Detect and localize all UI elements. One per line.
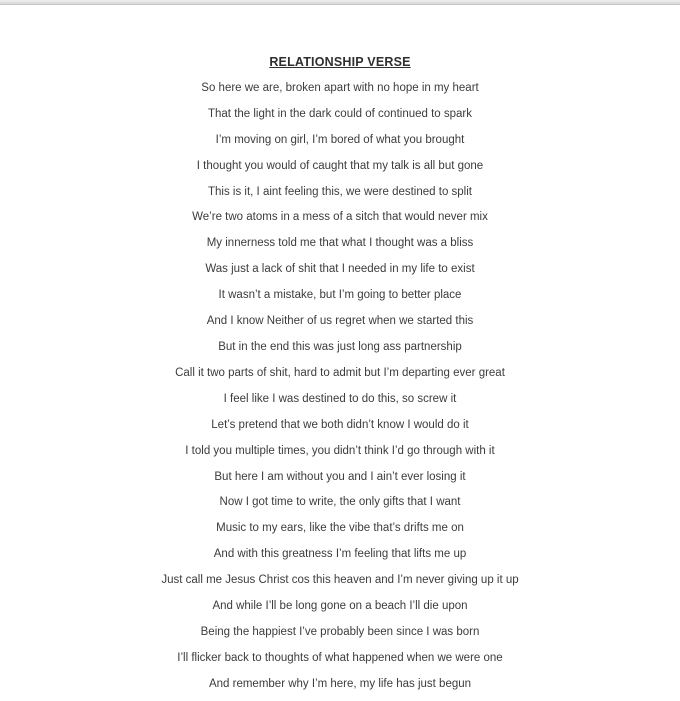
lyric-line: Now I got time to write, the only gifts that I want <box>219 496 461 509</box>
lyric-line: I’ll flicker back to thoughts of what happened when we were one <box>177 651 503 664</box>
lyric-line: Music to my ears, like the vibe that’s drifts me on <box>216 522 464 535</box>
lyric-line: And I know Neither of us regret when we started this <box>206 315 474 328</box>
document-title: RELATIONSHIP VERSE <box>269 55 411 69</box>
document-page <box>0 5 680 698</box>
lyric-line: And with this greatness I’m feeling that lifts me up <box>213 548 467 561</box>
lyric-line: My innerness told me that what I thought was a bliss <box>206 237 474 250</box>
lyric-line: So here we are, broken apart with no hope in my heart <box>201 81 479 94</box>
lyric-line: But here I am without you and I ain’t ever losing it <box>214 470 466 483</box>
lyric-line: We’re two atoms in a mess of a sitch that would never mix <box>192 211 488 224</box>
lyric-line: Let’s pretend that we both didn’t know I would do it <box>211 418 469 431</box>
lyric-line: I thought you would of caught that my talk is all but gone <box>196 159 484 172</box>
lyric-line: Just call me Jesus Christ cos this heaven and I’m never giving up it up <box>161 574 519 587</box>
lyric-line: I feel like I was destined to do this, so screw it <box>223 392 457 405</box>
lyric-line: Being the happiest I’ve probably been since I was born <box>200 625 480 638</box>
lyric-line: I told you multiple times, you didn’t think I’d go through with it <box>185 444 495 457</box>
lyric-line: This is it, I aint feeling this, we were destined to split <box>208 185 472 198</box>
lyric-line: Call it two parts of shit, hard to admit but I’m departing ever great <box>175 366 505 379</box>
lyric-line: I’m moving on girl, I’m bored of what you brought <box>215 133 465 146</box>
lyric-line: And while I’ll be long gone on a beach I’ll die upon <box>212 600 468 613</box>
lyric-line: But in the end this was just long ass partnership <box>218 340 462 353</box>
lyric-line: That the light in the dark could of continued to spark <box>207 107 473 120</box>
lyric-line: And remember why I’m here, my life has just begun <box>208 677 472 690</box>
lyric-line: Was just a lack of shit that I needed in my life to exist <box>205 263 475 276</box>
lyric-line: It wasn’t a mistake, but I’m going to better place <box>218 289 462 302</box>
